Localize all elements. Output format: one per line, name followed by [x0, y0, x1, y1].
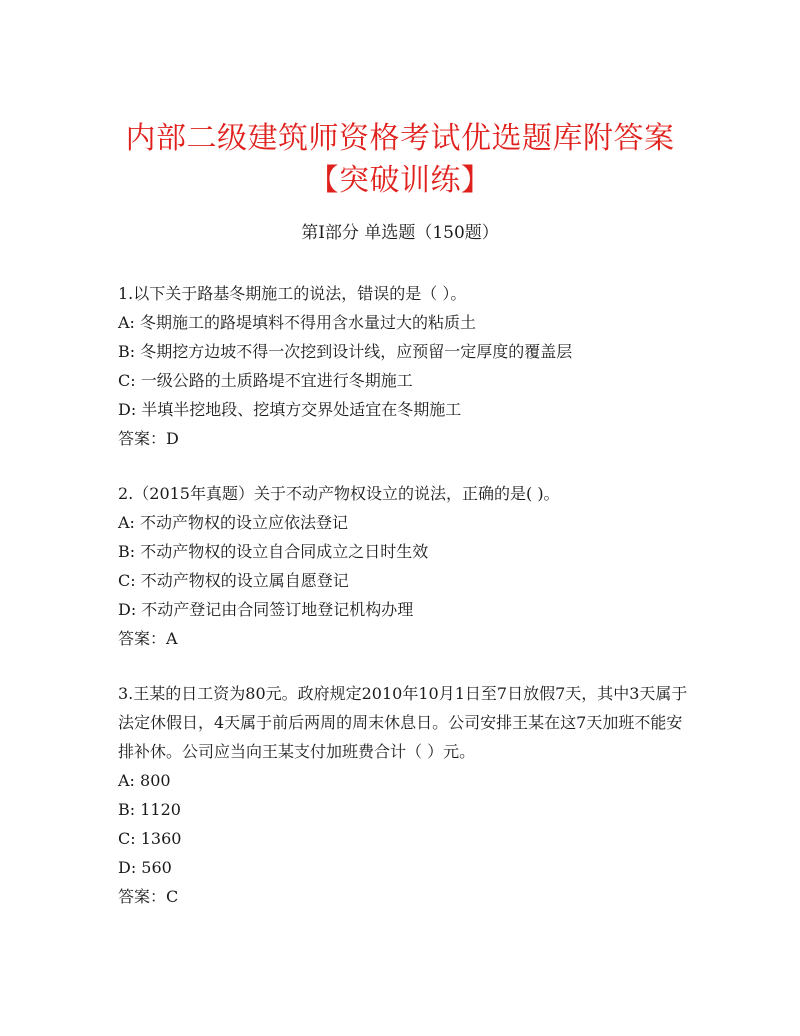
option-d: D: 半填半挖地段、挖填方交界处适宜在冬期施工: [118, 400, 462, 419]
option-a: A: 不动产物权的设立应依法登记: [118, 513, 349, 532]
question-block: [118, 679, 690, 911]
option-b: B: 不动产物权的设立自合同成立之日时生效: [118, 542, 429, 561]
question-block: [118, 279, 690, 453]
question-stem: 3.王某的日工资为80元。政府规定2010年10月1日至7日放假7天，其中3天属于法定休假日，4天属于前后两周的周末休息日。公司安排王某在这7天加班不能安排补休。公司应当向王某支付加班费合计（ ）元。: [118, 684, 688, 761]
question-stem: 1.以下关于路基冬期施工的说法，错误的是（ ）。: [118, 284, 467, 303]
option-a: A: 冬期施工的路堤填料不得用含水量过大的粘质土: [118, 313, 477, 332]
option-c: C: 不动产物权的设立属自愿登记: [118, 571, 349, 590]
answer-line: 答案：D: [118, 429, 179, 448]
option-d: D: 不动产登记由合同签订地登记机构办理: [118, 600, 414, 619]
option-b: B: 1120: [118, 800, 181, 819]
option-d: D: 560: [118, 858, 172, 877]
question-stem: 2.（2015年真题）关于不动产物权设立的说法，正确的是( )。: [118, 484, 560, 503]
question-block: [118, 479, 690, 653]
document-title: 内部二级建筑师资格考试优选题库附答案【突破训练】: [125, 121, 675, 198]
option-a: A: 800: [118, 771, 171, 790]
option-b: B: 冬期挖方边坡不得一次挖到设计线，应预留一定厚度的覆盖层: [118, 342, 573, 361]
answer-line: 答案：A: [118, 629, 178, 648]
section-heading: 第Ⅰ部分 单选题（150题）: [301, 223, 499, 243]
answer-line: 答案：C: [118, 887, 179, 906]
option-c: C: 一级公路的土质路堤不宜进行冬期施工: [118, 371, 413, 390]
option-c: C: 1360: [118, 829, 182, 848]
